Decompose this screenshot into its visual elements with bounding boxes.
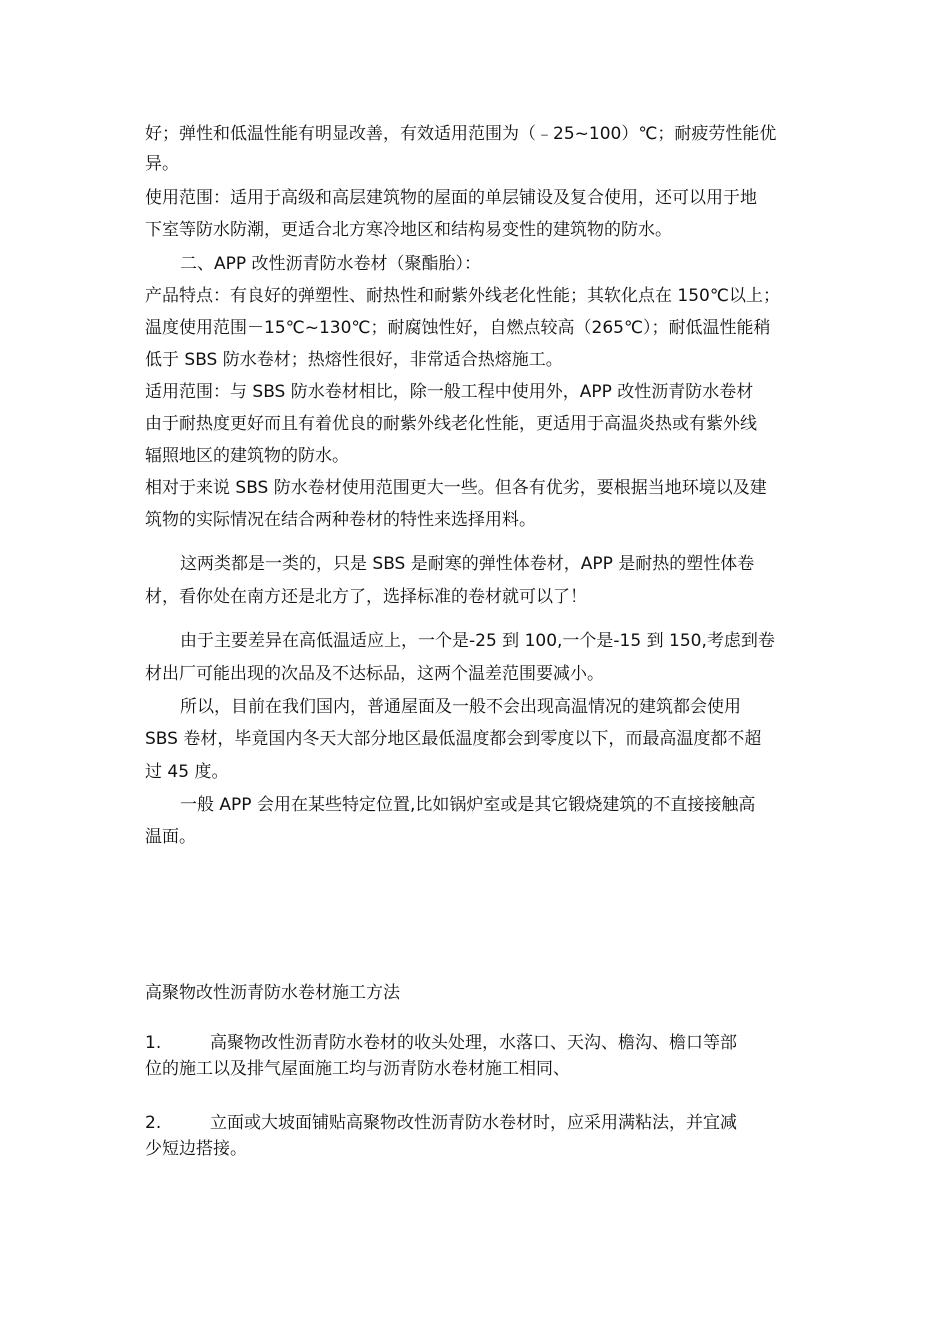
text-line: 低于 SBS 防水卷材；热熔性很好，非常适合热熔施工。 <box>145 350 563 370</box>
list-item-text: 高聚物改性沥青防水卷材的收头处理，水落口、天沟、檐沟、檐口等部 <box>210 1033 737 1053</box>
text-line: 所以，目前在我们国内，普通屋面及一般不会出现高温情况的建筑都会使用 <box>180 697 741 717</box>
list-item-text: 少短边搭接。 <box>145 1139 247 1159</box>
text-line: 这两类都是一类的，只是 SBS 是耐寒的弹性体卷材，APP 是耐热的塑性体卷 <box>180 554 755 574</box>
text-line: 好；弹性和低温性能有明显改善，有效适用范围为（﹣25~100）℃；耐疲劳性能优 <box>145 124 777 144</box>
text-line: 由于主要差异在高低温适应上，一个是-25 到 100,一个是-15 到 150,考虑到卷 <box>180 631 775 651</box>
text-line: 由于耐热度更好而且有着优良的耐紫外线老化性能，更适用于高温炎热或有紫外线 <box>145 414 757 434</box>
text-line: 使用范围：适用于高级和高层建筑物的屋面的单层铺设及复合使用，还可以用于地 <box>145 188 757 208</box>
list-item-number: 1. <box>145 1033 162 1053</box>
text-line: 适用范围：与 SBS 防水卷材相比，除一般工程中使用外，APP 改性沥青防水卷材 <box>145 382 754 402</box>
text-line: 过 45 度。 <box>145 762 229 782</box>
text-line: 材，看你处在南方还是北方了，选择标准的卷材就可以了！ <box>145 587 587 607</box>
list-item-number: 2. <box>145 1113 162 1133</box>
text-line: 辐照地区的建筑物的防水。 <box>145 446 349 466</box>
text-line: 下室等防水防潮，更适合北方寒冷地区和结构易变性的建筑物的防水。 <box>145 220 672 240</box>
text-line: 筑物的实际情况在结合两种卷材的特性来选择用料。 <box>145 510 536 530</box>
text-line: 温面。 <box>145 827 196 847</box>
section-heading: 二、APP 改性沥青防水卷材（聚酯胎）： <box>180 254 482 274</box>
list-item-text: 位的施工以及排气屋面施工均与沥青防水卷材施工相同、 <box>145 1059 570 1079</box>
section-title: 高聚物改性沥青防水卷材施工方法 <box>145 983 400 1003</box>
text-line: 异。 <box>145 154 179 174</box>
text-line: 材出厂可能出现的次品及不达标品，这两个温差范围要减小。 <box>145 664 604 684</box>
text-line: 一般 APP 会用在某些特定位置,比如锅炉室或是其它锻烧建筑的不直接接触高 <box>180 795 756 815</box>
text-line: SBS 卷材，毕竟国内冬天大部分地区最低温度都会到零度以下，而最高温度都不超 <box>145 729 762 749</box>
text-line: 产品特点：有良好的弹塑性、耐热性和耐紫外线老化性能；其软化点在 150℃以上； <box>145 286 780 306</box>
list-item-text: 立面或大坡面铺贴高聚物改性沥青防水卷材时，应采用满粘法，并宜减 <box>210 1113 737 1133</box>
text-line: 温度使用范围－15℃~130℃；耐腐蚀性好，自燃点较高（265℃）；耐低温性能稍 <box>145 318 771 338</box>
text-line: 相对于来说 SBS 防水卷材使用范围更大一些。但各有优劣，要根据当地环境以及建 <box>145 478 767 498</box>
